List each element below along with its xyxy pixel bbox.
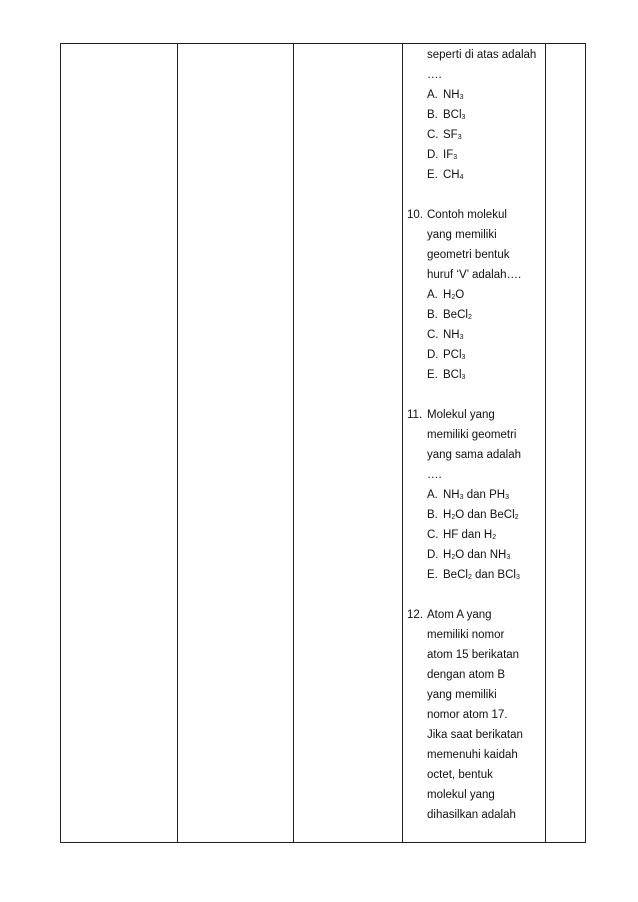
option-letter: D. bbox=[427, 149, 439, 161]
option-letter: A. bbox=[427, 289, 438, 301]
option-letter: E. bbox=[427, 369, 438, 381]
answer-option bbox=[427, 488, 509, 505]
formula-subscript: 3 bbox=[453, 154, 458, 161]
question-stem-line: atom 15 berikatan bbox=[427, 649, 520, 661]
question-stem-line: nomor atom 17. bbox=[427, 709, 508, 721]
option-letter: E. bbox=[427, 169, 438, 181]
formula-subscript: 3 bbox=[506, 554, 511, 561]
formula-subscript: 2 bbox=[451, 514, 456, 521]
answer-option bbox=[427, 288, 464, 305]
option-letter: C. bbox=[427, 329, 439, 341]
formula-text: H bbox=[443, 509, 452, 521]
table-cell-2 bbox=[178, 44, 294, 843]
answer-option bbox=[427, 368, 465, 385]
formula-subscript: 3 bbox=[461, 374, 466, 381]
answer-option bbox=[427, 168, 464, 185]
question-number: 10. bbox=[407, 209, 423, 221]
formula-text: O bbox=[455, 289, 465, 301]
question-stem-line: geometri bentuk bbox=[427, 249, 510, 261]
question-stem-line: …. bbox=[427, 469, 442, 481]
formula-text: BCl bbox=[443, 109, 462, 121]
question-stem-line: yang memiliki bbox=[427, 689, 497, 701]
formula-text: NH bbox=[443, 89, 460, 101]
formula-subscript: 3 bbox=[459, 334, 464, 341]
answer-option bbox=[427, 108, 465, 125]
option-letter: E. bbox=[427, 569, 438, 581]
question-stem-line: yang memiliki bbox=[427, 229, 497, 241]
question-stem-line: yang sama adalah bbox=[427, 449, 521, 461]
answer-option bbox=[427, 148, 457, 165]
option-letter: A. bbox=[427, 89, 438, 101]
formula-subscript: 3 bbox=[459, 494, 464, 501]
question-stem-line: memenuhi kaidah bbox=[427, 749, 518, 761]
question-stem-line: Atom A yang bbox=[427, 609, 492, 621]
formula-text: BeCl bbox=[443, 309, 468, 321]
answer-option bbox=[427, 568, 520, 585]
table-cell-1 bbox=[61, 44, 178, 843]
answer-option bbox=[427, 348, 465, 365]
answer-option bbox=[427, 128, 462, 145]
question-stem-line: dengan atom B bbox=[427, 669, 506, 681]
formula-text: H bbox=[443, 289, 452, 301]
question-table bbox=[60, 43, 586, 843]
option-letter: A. bbox=[427, 489, 438, 501]
option-letter: C. bbox=[427, 529, 439, 541]
formula-text: NH bbox=[443, 329, 460, 341]
option-letter: D. bbox=[427, 549, 439, 561]
formula-subscript: 2 bbox=[467, 574, 472, 581]
question-stem-line: dihasilkan adalah bbox=[427, 809, 516, 821]
questions-cell bbox=[403, 44, 546, 843]
formula-text: BCl bbox=[443, 369, 462, 381]
option-letter: B. bbox=[427, 309, 438, 321]
formula-subscript: 3 bbox=[461, 114, 466, 121]
table-cell-3 bbox=[294, 44, 403, 843]
option-letter: C. bbox=[427, 129, 439, 141]
question-number: 11. bbox=[407, 409, 423, 421]
formula-subscript: 3 bbox=[457, 134, 462, 141]
formula-subscript: 3 bbox=[461, 354, 466, 361]
formula-subscript: 3 bbox=[459, 94, 464, 101]
table-cell-5 bbox=[546, 44, 586, 843]
formula-text: H bbox=[443, 549, 452, 561]
formula-text: SF bbox=[443, 129, 458, 141]
formula-subscript: 2 bbox=[492, 534, 497, 541]
question-stem-line: Molekul yang bbox=[427, 409, 495, 421]
formula-text: BeCl bbox=[443, 569, 468, 581]
formula-text: IF bbox=[443, 149, 454, 161]
formula-text: HF dan H bbox=[443, 529, 493, 541]
formula-subscript: 2 bbox=[451, 554, 456, 561]
question-stem-line: octet, bentuk bbox=[427, 769, 493, 781]
formula-subscript: 2 bbox=[514, 514, 519, 521]
formula-text: O dan BeCl bbox=[455, 509, 515, 521]
question-stem-line: huruf ‘V’ adalah…. bbox=[427, 269, 522, 281]
formula-text: CH bbox=[443, 169, 460, 181]
question-stem-line: memiliki geometri bbox=[427, 429, 517, 441]
question-stem-line: Contoh molekul bbox=[427, 209, 507, 221]
option-letter: B. bbox=[427, 109, 438, 121]
formula-text: dan PH bbox=[463, 489, 506, 501]
formula-subscript: 3 bbox=[515, 574, 520, 581]
continuation-stem-line: seperti di atas adalah bbox=[427, 49, 537, 61]
answer-option bbox=[427, 328, 464, 345]
option-letter: B. bbox=[427, 509, 438, 521]
formula-subscript: 3 bbox=[505, 494, 509, 501]
answer-option bbox=[427, 548, 510, 565]
formula-text: NH bbox=[443, 489, 460, 501]
question-stem-line: memiliki nomor bbox=[427, 629, 505, 641]
question-number: 12. bbox=[407, 609, 423, 621]
continuation-stem-line: …. bbox=[427, 69, 442, 81]
question-stem-line: Jika saat berikatan bbox=[427, 729, 523, 741]
formula-text: PCl bbox=[443, 349, 462, 361]
formula-text: O dan NH bbox=[455, 549, 507, 561]
formula-subscript: 4 bbox=[459, 174, 464, 181]
answer-option bbox=[427, 308, 472, 325]
option-letter: D. bbox=[427, 349, 439, 361]
formula-text: dan BCl bbox=[471, 569, 516, 581]
question-stem-line: molekul yang bbox=[427, 789, 495, 801]
answer-option bbox=[427, 88, 464, 105]
answer-option bbox=[427, 528, 496, 545]
formula-subscript: 2 bbox=[467, 314, 472, 321]
formula-subscript: 2 bbox=[451, 294, 456, 301]
answer-option bbox=[427, 508, 519, 525]
